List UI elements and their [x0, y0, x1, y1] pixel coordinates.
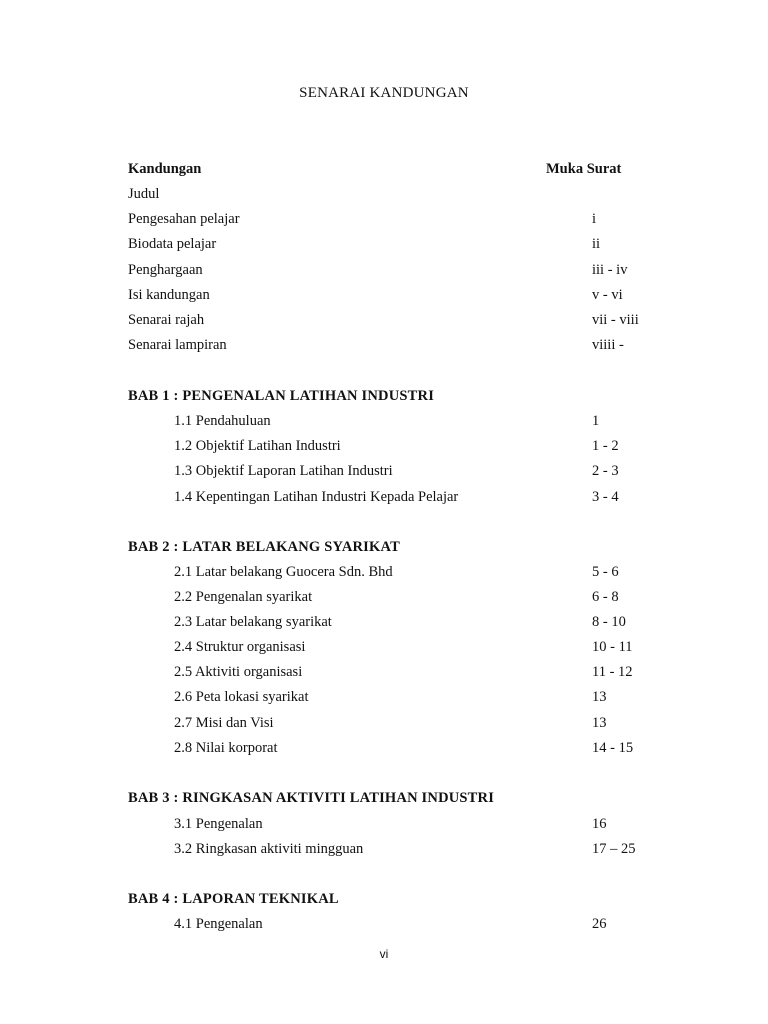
toc-subentry-page: 11 - 12 — [592, 664, 633, 680]
toc-subentry — [128, 587, 668, 607]
toc-subentry — [128, 436, 668, 456]
toc-entry-page: vii - viii — [592, 312, 639, 328]
toc-subentry — [128, 461, 668, 481]
toc-subentry-label: 1.3 Objektif Laporan Latihan Industri — [174, 463, 393, 479]
toc-subentry-label: 3.2 Ringkasan aktiviti mingguan — [174, 841, 364, 857]
toc-subentry-page: 6 - 8 — [592, 589, 619, 605]
toc-header-page: Muka Surat — [546, 161, 622, 177]
chapter-title: BAB 4 : LAPORAN TEKNIKAL — [128, 891, 339, 907]
toc-subentry-label: 2.8 Nilai korporat — [174, 740, 278, 756]
toc-entry-label: Judul — [128, 186, 160, 202]
toc-subentry — [128, 814, 668, 834]
toc-subentry — [128, 839, 668, 859]
toc-subentry-page: 8 - 10 — [592, 614, 626, 630]
toc-subentry-page: 26 — [592, 916, 607, 932]
toc-subentry — [128, 738, 668, 758]
toc-entry-page: v - vi — [592, 287, 623, 303]
toc-subentry-page: 1 - 2 — [592, 438, 619, 454]
toc-subentry-label: 2.4 Struktur organisasi — [174, 639, 306, 655]
page-title: SENARAI KANDUNGAN — [299, 85, 469, 101]
toc-subentry-page: 14 - 15 — [592, 740, 634, 756]
toc-subentry-page: 3 - 4 — [592, 489, 619, 505]
toc-subentry — [128, 914, 668, 934]
chapter-title: BAB 3 : RINGKASAN AKTIVITI LATIHAN INDUSTRI — [128, 790, 495, 806]
toc-subentry — [128, 612, 668, 632]
toc-subentry-page: 13 — [592, 689, 607, 705]
toc-subentry-label: 2.6 Peta lokasi syarikat — [174, 689, 309, 705]
toc-subentry-label: 1.4 Kepentingan Latihan Industri Kepada Pelajar — [174, 489, 459, 505]
toc-entry-label: Senarai rajah — [128, 312, 205, 328]
toc-entry — [128, 234, 668, 254]
page-number: vi — [379, 947, 389, 961]
toc-subentry — [128, 662, 668, 682]
toc-entry-label: Biodata pelajar — [128, 236, 217, 252]
toc-header — [128, 159, 668, 179]
toc-subentry-page: 13 — [592, 715, 607, 731]
toc-subentry-label: 2.5 Aktiviti organisasi — [174, 664, 303, 680]
toc-entry-page: ii — [592, 236, 601, 252]
toc-subentry — [128, 562, 668, 582]
chapter-heading — [128, 889, 668, 909]
toc-subentry-page: 10 - 11 — [592, 639, 633, 655]
toc-entry-label: Isi kandungan — [128, 287, 210, 303]
chapter-heading — [128, 788, 668, 808]
toc-entry — [128, 260, 668, 280]
toc-subentry — [128, 713, 668, 733]
toc-subentry — [128, 411, 668, 431]
toc-subentry-label: 2.3 Latar belakang syarikat — [174, 614, 332, 630]
chapter-title: BAB 2 : LATAR BELAKANG SYARIKAT — [128, 539, 400, 555]
toc-entry — [128, 335, 668, 355]
toc-subentry-label: 1.1 Pendahuluan — [174, 413, 271, 429]
toc-entry — [128, 310, 668, 330]
toc-subentry-label: 1.2 Objektif Latihan Industri — [174, 438, 341, 454]
toc-subentry-page: 5 - 6 — [592, 564, 619, 580]
toc-entry-page: viiii - — [592, 337, 624, 353]
toc-entry — [128, 184, 668, 204]
toc-subentry-page: 17 – 25 — [592, 841, 636, 857]
toc-entry-label: Senarai lampiran — [128, 337, 227, 353]
toc-subentry-label: 4.1 Pengenalan — [174, 916, 263, 932]
chapter-title: BAB 1 : PENGENALAN LATIHAN INDUSTRI — [128, 388, 435, 404]
toc-entry-label: Pengesahan pelajar — [128, 211, 240, 227]
toc-entry-page: iii - iv — [592, 262, 628, 278]
chapter-heading — [128, 386, 668, 406]
toc-subentry — [128, 637, 668, 657]
toc-entry-label: Penghargaan — [128, 262, 203, 278]
toc-entry — [128, 209, 668, 229]
toc-subentry — [128, 487, 668, 507]
toc-subentry-label: 2.2 Pengenalan syarikat — [174, 589, 313, 605]
toc-subentry-page: 16 — [592, 816, 607, 832]
toc-subentry — [128, 687, 668, 707]
toc-subentry-page: 1 — [592, 413, 600, 429]
chapter-heading — [128, 537, 668, 557]
toc-subentry-page: 2 - 3 — [592, 463, 619, 479]
toc-subentry-label: 2.1 Latar belakang Guocera Sdn. Bhd — [174, 564, 393, 580]
toc-header-label: Kandungan — [128, 161, 202, 177]
toc-subentry-label: 3.1 Pengenalan — [174, 816, 263, 832]
toc-entry-page: i — [592, 211, 597, 227]
toc-entry — [128, 285, 668, 305]
toc-subentry-label: 2.7 Misi dan Visi — [174, 715, 274, 731]
